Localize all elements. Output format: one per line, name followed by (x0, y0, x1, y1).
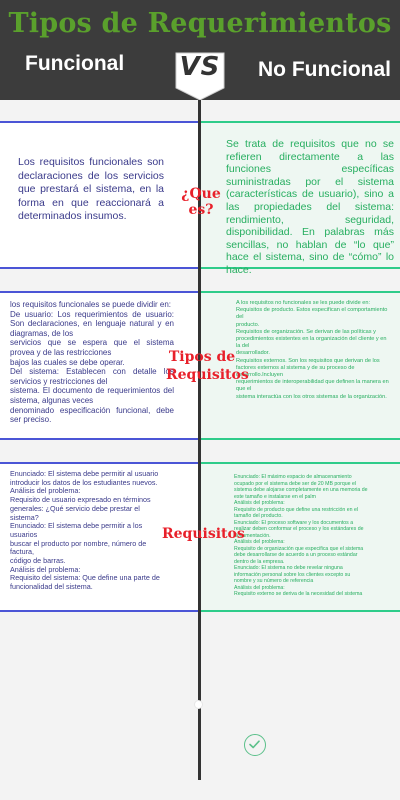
label-tipos-line1: Tipos de (168, 349, 236, 365)
examples-right-line: ocupado por el sistema debe ser de 20 MB porque el (234, 480, 356, 487)
definition-left: Los requisitos funcionales son declaraciones de los servicios que prestará el sistema, en la forma en que reaccionará a determinados insumos. (18, 156, 164, 222)
types-left-line: bajos las cuales se debe operar. (10, 357, 125, 367)
types-left-line: denominado especificación funcional, debe ser preciso. (10, 405, 174, 425)
label-tipos-line2: Requisitos (166, 367, 249, 383)
types-left-line: los requisitos funcionales se puede dividir en: (10, 300, 171, 309)
examples-right-line: Requisito externo se deriva de la necesidad del sistema (234, 591, 363, 597)
types-right-line: Requisitos de producto. Estos especifican el comportamiento del (236, 307, 388, 321)
examples-right-line: información personal sobre los clientes excepto su (234, 571, 351, 578)
rule-blue (0, 610, 200, 612)
types-left-line: sistema. El documento de requerimientos del sistema, algunas veces (10, 386, 174, 405)
examples-right-line: dentro de la empresa. (234, 558, 285, 565)
examples-left-line: Requisito del sistema: Que define una parte de (10, 573, 160, 583)
examples-right-line: realizar deben conformar el proceso y los estándares de (234, 526, 364, 532)
rule-green (200, 438, 400, 440)
rule-green (200, 462, 400, 464)
examples-left-line: generales: ¿Qué servicio debe prestar el sistema? (10, 503, 140, 522)
types-right-line: producto. (236, 321, 260, 328)
rule-green (200, 121, 400, 123)
examples-right-line: Requisito de organización que especifica que el sistema (234, 545, 364, 552)
examples-left-line: Enunciado: El sistema debe permitir al usuario (10, 469, 159, 478)
rule-blue (0, 462, 200, 464)
dot-icon (194, 700, 203, 709)
examples-left-line: Requisito de usuario expresado en términos (10, 495, 151, 505)
examples-left-line: Análisis del problema: (10, 564, 81, 574)
examples-right-line: debe desarrollarse de acuerdo a un proceso estándar (234, 552, 358, 558)
types-right-line: procedimientos existentes en la organización del cliente y en la del (236, 336, 387, 350)
definition-right: Se trata de requisitos que no se refieren directamente a las funciones específicas suministradas por el sistema (características de usuario), sino a las propiedades del sistema: rendimiento, seguridad, disponibilidad. En palabras más sencillas, no hablan de “lo que” hace el sistema, sino de “cómo” lo hace. (226, 138, 394, 276)
examples-left-line: Enunciado: El sistema debe permitir a los usuarios (10, 521, 143, 539)
types-right (236, 300, 392, 401)
types-left-line: Del sistema: Establecen con detalle los servicios y restricciones del (10, 367, 174, 386)
examples-right-line: Análisis del problema: (234, 500, 285, 506)
rule-blue (0, 438, 200, 440)
label-requisitos: Requisitos (162, 526, 245, 542)
label-tipos (166, 348, 249, 384)
rule-green (200, 291, 400, 293)
examples-right-line: Enunciado: El sistema no debe revelar ninguna (234, 565, 343, 571)
vs-label: VS (179, 52, 221, 82)
rule-blue (0, 267, 200, 269)
types-left-line: De usuario: Los requerimientos de usuario: Son declaraciones, en lenguaje natural y en diagramas, de los (10, 309, 174, 338)
page-title: Tipos de Requerimientos (8, 8, 392, 39)
check-circle-icon[interactable] (244, 734, 266, 756)
types-right-line: desarrollador. (236, 350, 270, 357)
types-right-line: Requisitos de organización. Se derivan de las políticas y (236, 328, 376, 335)
examples-right-line: Enunciado: El proceso software y los documentos a (234, 519, 354, 526)
examples-left-line: buscar el producto por nombre, número de factura, (10, 538, 147, 557)
examples-right-line: documentación. (234, 532, 271, 539)
examples-right-line: tamaño del producto. (234, 513, 283, 519)
right-column-heading: No Funcional (258, 58, 391, 81)
examples-right-line: Análisis del problema: (234, 584, 285, 591)
rule-blue (0, 291, 200, 293)
left-column-heading: Funcional (25, 52, 125, 75)
examples-right-line: Enunciado: El máximo espacio de almacenamiento (234, 474, 352, 480)
examples-right-line: nombre y su número de referencia (234, 578, 314, 584)
examples-right (234, 474, 394, 598)
examples-left-line: Análisis del problema: (10, 486, 81, 496)
rule-blue (0, 121, 200, 123)
label-que-es: ¿Que es? (181, 186, 221, 218)
types-left-line: servicios que se espera que el sistema provea y de las restricciones (10, 338, 174, 357)
types-right-line: A los requisitos no funcionales se les puede divide en: (236, 300, 371, 306)
types-left (10, 300, 174, 425)
examples-right-line: sistema debe alojarse completamente en una memoria de (234, 487, 368, 493)
examples-right-line: Análisis del problema: (234, 539, 285, 545)
examples-left-line: código de barras. (10, 556, 66, 566)
types-right-line: Requisitos externos. Son los requisitos que derivan de los (236, 357, 380, 364)
examples-left (10, 470, 170, 592)
examples-right-line: este tamaño e instalarse en el palm (234, 493, 316, 500)
examples-left-line: introducir los datos de los estudiantes nuevos. (10, 477, 158, 487)
types-right-line: factores externos al sistema y de su proceso de desarrollo.Incluyen (236, 364, 355, 379)
types-right-line: requerimientos de interoperabilidad que definen la manera en que el (236, 379, 389, 393)
examples-right-line: Requisito de producto que define una restricción en el (234, 506, 359, 513)
types-right-line: sistema interactúa con los otros sistemas de la organización. (236, 393, 387, 400)
examples-left-line: funcionalidad del sistema. (10, 582, 93, 592)
rule-green (200, 610, 400, 612)
